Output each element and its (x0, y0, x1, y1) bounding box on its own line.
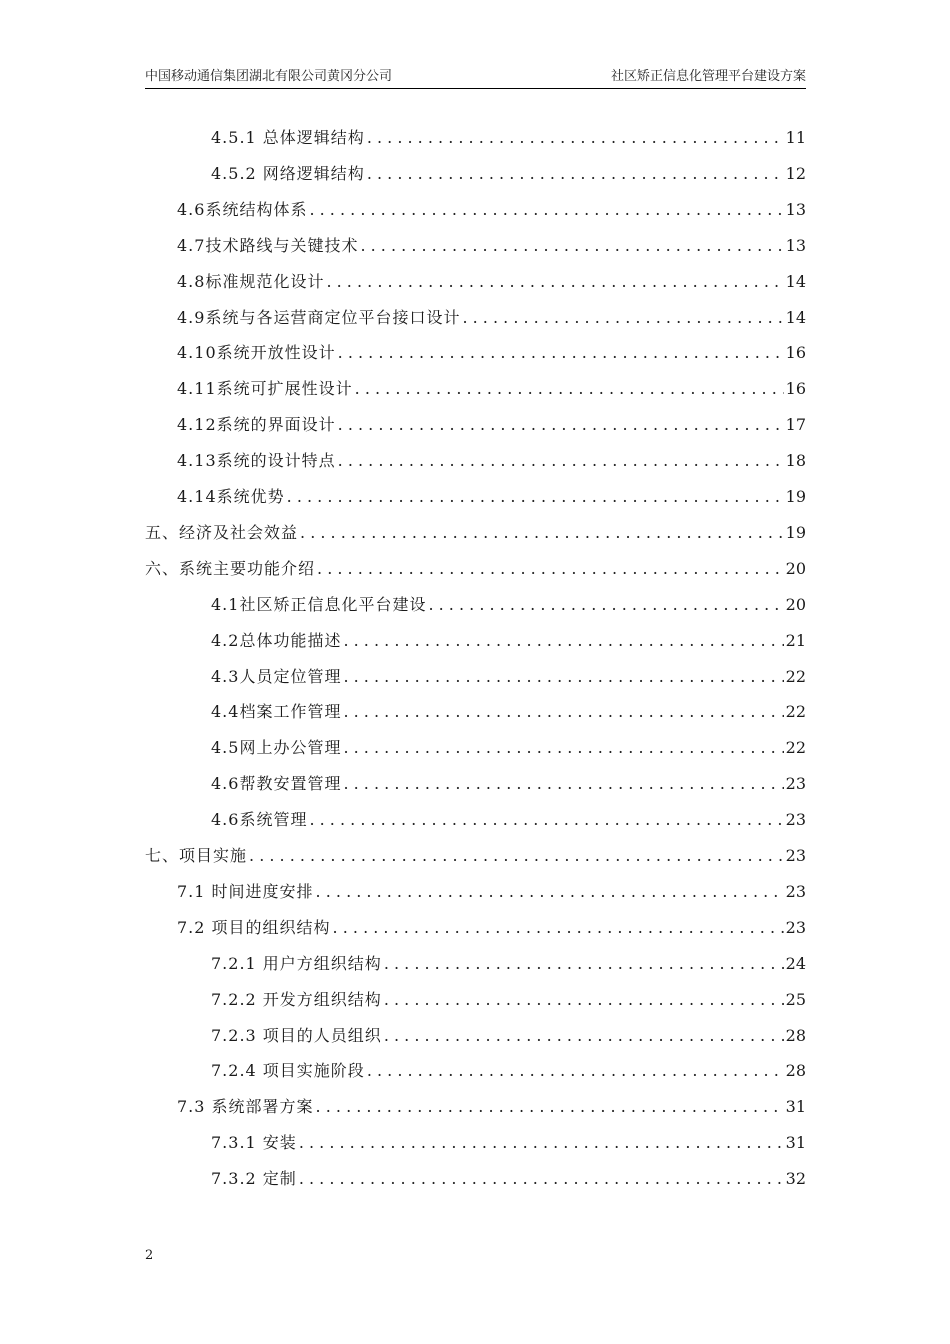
toc-entry[interactable] (177, 371, 806, 407)
toc-entry-page: 31 (785, 1097, 806, 1117)
toc-entry[interactable] (211, 946, 806, 982)
toc-entry[interactable] (145, 838, 806, 874)
toc-entry[interactable] (211, 623, 806, 659)
toc-entry-label: 7.2.4 项目实施阶段 (211, 1061, 365, 1081)
toc-entry-page: 23 (785, 846, 806, 865)
toc-entry-label: 7.1 时间进度安排 (177, 881, 314, 901)
toc-entry[interactable] (211, 1053, 806, 1089)
toc-entry-label: 4.8标准规范化设计 (177, 271, 325, 291)
toc-leader-dots (309, 802, 783, 838)
toc-leader-dots (249, 838, 784, 874)
toc-entry-label: 4.10系统开放性设计 (177, 343, 336, 363)
toc-leader-dots (367, 1053, 784, 1089)
toc-leader-dots (300, 515, 784, 551)
toc-entry-page: 28 (785, 1025, 806, 1045)
toc-leader-dots (338, 335, 784, 371)
toc-entry-label: 4.1社区矫正信息化平台建设 (211, 594, 427, 614)
toc-entry-label: 7.3 系统部署方案 (177, 1097, 314, 1117)
toc-entry[interactable] (211, 1125, 806, 1161)
toc-entry-label: 4.5.2 网络逻辑结构 (211, 163, 365, 183)
toc-entry-page: 23 (785, 917, 806, 937)
toc-leader-dots (299, 1161, 784, 1197)
toc-leader-dots (333, 910, 784, 946)
toc-entry[interactable] (211, 156, 806, 192)
toc-entry-page: 23 (785, 774, 806, 794)
toc-entry-page: 14 (785, 307, 806, 327)
toc-entry-page: 19 (785, 487, 806, 506)
toc-entry-page: 19 (785, 522, 806, 542)
toc-entry[interactable] (177, 192, 806, 228)
toc-entry-page: 22 (785, 666, 806, 686)
toc-entry[interactable] (145, 515, 806, 551)
toc-entry[interactable] (211, 802, 806, 838)
toc-leader-dots (299, 1125, 784, 1161)
toc-entry[interactable] (177, 1089, 806, 1125)
toc-entry-label: 4.11系统可扩展性设计 (177, 379, 353, 399)
toc-entry[interactable] (211, 766, 806, 802)
toc-leader-dots (360, 228, 783, 264)
toc-entry-label: 4.12系统的界面设计 (177, 415, 336, 435)
header-document-title: 社区矫正信息化管理平台建设方案 (610, 69, 806, 84)
toc-entry-label: 4.14系统优势 (177, 487, 285, 506)
toc-entry-page: 23 (785, 881, 806, 901)
toc-entry-label: 4.4档案工作管理 (211, 702, 342, 722)
toc-entry-label: 4.9系统与各运营商定位平台接口设计 (177, 307, 461, 327)
toc-leader-dots (343, 623, 783, 659)
toc-entry-label: 7.3.2 定制 (211, 1169, 297, 1189)
toc-entry-page: 13 (785, 199, 806, 219)
toc-leader-dots (326, 264, 783, 300)
toc-leader-dots (316, 874, 784, 910)
page-header (145, 60, 806, 89)
toc-entry-label: 7.2.1 用户方组织结构 (211, 953, 382, 973)
toc-entry-page: 22 (785, 702, 806, 722)
toc-entry[interactable] (211, 659, 806, 695)
toc-leader-dots (338, 407, 784, 443)
toc-entry-page: 32 (785, 1169, 806, 1189)
toc-entry-page: 11 (785, 128, 806, 147)
toc-entry-label: 7.3.1 安装 (211, 1133, 297, 1153)
toc-entry-label: 7.2 项目的组织结构 (177, 917, 331, 937)
toc-entry-page: 31 (785, 1133, 806, 1153)
toc-entry[interactable] (211, 587, 806, 623)
toc-entry[interactable] (177, 479, 806, 515)
toc-entry-page: 13 (785, 235, 806, 255)
toc-entry[interactable] (177, 264, 806, 300)
toc-entry[interactable] (211, 982, 806, 1018)
toc-entry-page: 16 (785, 343, 806, 363)
toc-entry-label: 7.2.3 项目的人员组织 (211, 1025, 382, 1045)
toc-entry-page: 17 (785, 415, 806, 435)
toc-entry-label: 4.6系统结构体系 (177, 199, 308, 219)
toc-leader-dots (343, 694, 783, 730)
toc-leader-dots (384, 982, 784, 1018)
toc-leader-dots (462, 300, 783, 336)
toc-entry-label: 4.5网上办公管理 (211, 738, 342, 758)
header-company: 中国移动通信集团湖北有限公司黄冈分公司 (145, 69, 393, 84)
page-number: 2 (145, 1248, 154, 1263)
toc-entry-label: 4.13系统的设计特点 (177, 451, 336, 471)
toc-entry-page: 14 (785, 271, 806, 291)
toc-leader-dots (355, 371, 784, 407)
toc-entry[interactable] (177, 874, 806, 910)
toc-leader-dots (338, 443, 784, 479)
toc-entry-label: 7.2.2 开发方组织结构 (211, 989, 382, 1009)
toc-leader-dots (367, 156, 784, 192)
toc-entry[interactable] (177, 443, 806, 479)
toc-leader-dots (384, 946, 784, 982)
toc-entry[interactable] (145, 551, 806, 587)
toc-entry-label: 五、经济及社会效益 (145, 522, 299, 542)
toc-leader-dots (343, 659, 783, 695)
toc-leader-dots (428, 587, 783, 623)
toc-entry-page: 18 (785, 451, 806, 471)
toc-entry-page: 25 (785, 989, 806, 1009)
toc-entry-label: 4.7技术路线与关键技术 (177, 235, 359, 255)
toc-entry[interactable] (211, 730, 806, 766)
toc-entry-page: 16 (785, 379, 806, 399)
toc-leader-dots (384, 1018, 784, 1054)
toc-entry-page: 22 (785, 738, 806, 758)
toc-leader-dots (343, 766, 783, 802)
toc-entry[interactable] (177, 228, 806, 264)
toc-leader-dots (367, 120, 784, 156)
toc-entry-page: 21 (785, 630, 806, 650)
toc-entry-page: 23 (785, 810, 806, 830)
toc-entry-label: 七、项目实施 (145, 846, 248, 865)
toc-entry[interactable] (211, 1161, 806, 1197)
toc-entry[interactable] (211, 120, 806, 156)
toc-entry[interactable] (211, 1018, 806, 1054)
toc-entry-label: 4.5.1 总体逻辑结构 (211, 128, 365, 147)
toc-entry[interactable] (177, 300, 806, 336)
toc-leader-dots (317, 551, 784, 587)
toc-entry-page: 12 (785, 163, 806, 183)
toc-entry[interactable] (177, 407, 806, 443)
toc-entry-page: 20 (785, 594, 806, 614)
toc-entry-label: 4.2总体功能描述 (211, 630, 342, 650)
toc-entry[interactable] (177, 910, 806, 946)
toc-leader-dots (287, 479, 784, 515)
toc-entry-page: 20 (785, 558, 806, 578)
toc-leader-dots (309, 192, 783, 228)
toc-entry-page: 28 (785, 1061, 806, 1081)
toc-entry-label: 4.3人员定位管理 (211, 666, 342, 686)
toc-entry-page: 24 (785, 953, 806, 973)
toc-entry-label: 4.6帮教安置管理 (211, 774, 342, 794)
toc-entry-label: 4.6系统管理 (211, 810, 308, 830)
toc-entry-label: 六、系统主要功能介绍 (145, 558, 316, 578)
toc-leader-dots (316, 1089, 784, 1125)
toc-leader-dots (343, 730, 783, 766)
toc-entry[interactable] (211, 694, 806, 730)
toc-entry[interactable] (177, 335, 806, 371)
